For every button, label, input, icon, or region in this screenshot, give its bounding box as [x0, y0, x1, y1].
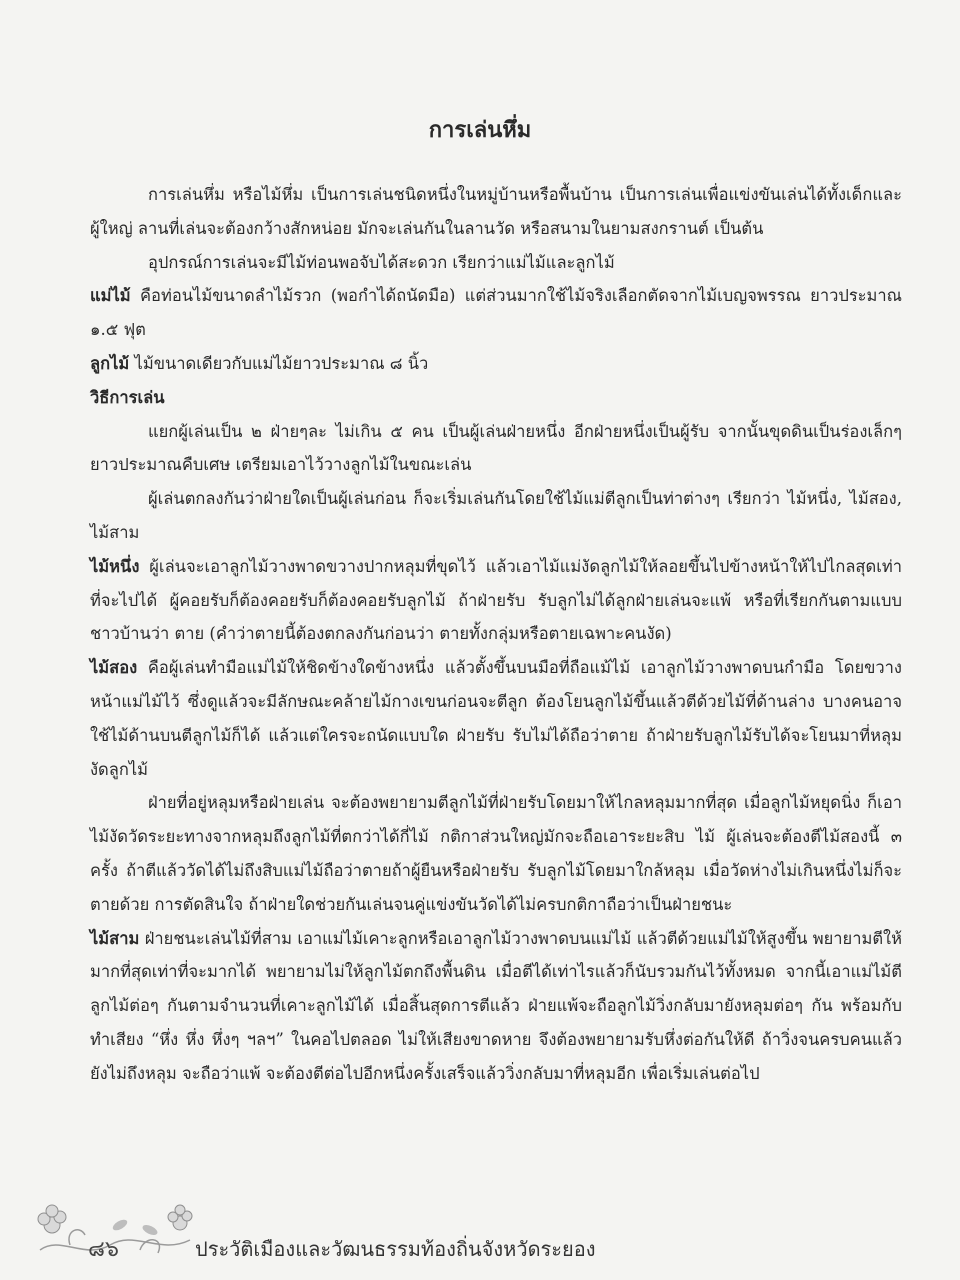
term-child-stick: ลูกไม้	[90, 353, 130, 373]
description-move-one: ผู้เล่นจะเอาลูกไม้วางพาดขวางปากหลุมที่ขุดไว้ แล้วเอาไม้แม่งัดลูกไม้ให้ลอยขึ้นไปข้างหน้าให้ไปไกลสุดเท่าที่จะไปได้ ผู้คอยรับก็ต้องคอยรับก็ต้องคอยรับลูกไม้ ถ้าฝ่ายรับ รับลูกไม่ได้ลูกฝ่ายเล่นจะแพ้ หรือที่เรียกกันตามแบบชาวบ้านว่า ตาย (คำว่าตายนี้ต้องตกลงกันก่อนว่า ตายทั้งกลุ่มหรือตายเฉพาะคนงัด)	[90, 556, 902, 644]
definition-child-stick: ไม้ขนาดเดียวกับแม่ไม้ยาวประมาณ ๘ นิ้ว	[129, 353, 429, 373]
paragraph-move-three	[90, 922, 902, 1091]
page-footer	[30, 1195, 930, 1275]
paragraph-moves: ผู้เล่นตกลงกันว่าฝ่ายใดเป็นผู้เล่นก่อน ก็จะเริ่มเล่นกันโดยใช้ไม้แม่ตีลูกเป็นท่าต่างๆ เรียกว่า ไม้หนึ่ง, ไม้สอง, ไม้สาม	[90, 489, 902, 542]
term-move-three: ไม้สาม	[90, 928, 140, 948]
paragraph-move-one	[90, 550, 902, 651]
term-move-one: ไม้หนึ่ง	[90, 556, 140, 576]
page-number: ๘๖	[88, 1237, 119, 1262]
paragraph-move-two	[90, 651, 902, 786]
paragraph-equipment: อุปกรณ์การเล่นจะมีไม้ท่อนพอจับได้สะดวก เรียกว่าแม่ไม้และลูกไม้	[148, 252, 615, 272]
term-move-two: ไม้สอง	[90, 658, 138, 678]
term-mother-stick: แม่ไม้	[90, 286, 131, 306]
heading-method: วิธีการเล่น	[90, 387, 165, 407]
page-title: การเล่นหึ่ม	[428, 117, 532, 143]
paragraph-mother-stick	[90, 279, 902, 347]
paragraph-child-stick	[90, 347, 902, 381]
paragraph-measuring: ฝ่ายที่อยู่หลุมหรือฝ่ายเล่น จะต้องพยายามตีลูกไม้ที่ฝ่ายรับโดยมาให้ไกลหลุมมากที่สุด เมื่อลูกไม้หยุดนิ่ง ก็เอาไม้งัดวัดระยะทางจากหลุมถึงลูกไม้ที่ตกว่าได้กี่ไม้ กติกาส่วนใหญ่มักจะถือเอาระยะสิบ ไม้ ผู้เล่นจะต้องตีไม้สองนี้ ๓ ครั้ง ถ้าตีแล้ววัดได้ไม่ถึงสิบแม่ไม้ถือว่าตายถ้าผู้ยืนหรือฝ่ายรับ รับลูกไม้โดยมาใกล้หลุม เมื่อวัดห่างไม่เกินหนึ่งไม่ก็จะตายด้วย การตัดสินใจ ถ้าฝ่ายใดช่วยกันเล่นจนคู่แข่งขันวัดได้ไม่ครบกติกาถือว่าเป็นฝ่ายชนะ	[90, 793, 902, 914]
book-title: ประวัติเมืองและวัฒนธรรมท้องถิ่นจังหวัดระยอง	[195, 1237, 596, 1261]
paragraph-intro: การเล่นหึ่ม หรือไม้หึ่ม เป็นการเล่นชนิดหนึ่งในหมู่บ้านหรือพื้นบ้าน เป็นการเล่นเพื่อแข่งขันเล่นได้ทั้งเด็กและผู้ใหญ่ ลานที่เล่นจะต้องกว้างสักหน่อย มักจะเล่นกันในลานวัด หรือสนามในยามสงกรานต์ เป็นต้น	[90, 185, 902, 238]
article-body	[90, 178, 902, 1091]
description-move-two: คือผู้เล่นทำมือแม่ไม้ให้ชิดข้างใดข้างหนึ่ง แล้วตั้งขึ้นบนมือที่ถือแม้ไม้ เอาลูกไม้วางพาดบนกำมือ โดยขวางหน้าแม่ไม้ไว้ ซึ่งดูแล้วจะมีลักษณะคล้ายไม้กางเขนก่อนจะตีลูก ต้องโยนลูกไม้ขึ้นแล้วตีด้วยไม้ที่ด้านล่าง บางคนอาจใช้ไม้ด้านบนตีลูกไม้ก็ได้ แล้วแต่ใครจะถนัดแบบใด ฝ่ายรับ รับไม่ได้ถือว่าตาย ถ้าฝ่ายรับลูกไม้รับได้จะโยนมาที่หลุมงัดลูกไม้	[90, 658, 902, 779]
definition-mother-stick: คือท่อนไม้ขนาดลำไม้รวก (พอกำได้ถนัดมือ) แต่ส่วนมากใช้ไม้จริงเลือกตัดจากไม้เบญจพรรณ ยาวประมาณ ๑.๕ ฟุต	[90, 286, 902, 340]
description-move-three: ฝ่ายชนะเล่นไม้ที่สาม เอาแม่ไม้เคาะลูกหรือเอาลูกไม้วางพาดบนแม่ไม้ แล้วตีด้วยแม่ไม้ให้สูงขึ้น พยายามตีให้มากที่สุดเท่าที่จะมากได้ พยายามไม่ให้ลูกไม้ตกถึงพื้นดิน เมื่อตีได้เท่าไรแล้วก็นับรวมกันไว้ทั้งหมด จากนี้เอาแม่ไม้ตีลูกไม้ต่อๆ กันตามจำนวนที่เคาะลูกไม้ได้ เมื่อสิ้นสุดการตีแล้ว ฝ่ายแพ้จะถือลูกไม้วิ่งกลับมายังหลุมต่อๆ กัน พร้อมกับทำเสียง “หึ่ง หึ่ง หึ่งๆ ฯลฯ” ในคอไปตลอด ไม่ให้เสียงขาดหาย จึงต้องพยายามรับหึ่งต่อกันให้ดี ถ้าวิ่งจนครบคนแล้วยังไม่ถึงหลุม จะถือว่าแพ้ จะต้องตีต่อไปอีกหนึ่งครั้งเสร็จแล้ววิ่งกลับมาที่หลุมอีก เพื่อเริ่มเล่นต่อไป	[90, 928, 902, 1083]
paragraph-teams: แยกผู้เล่นเป็น ๒ ฝ่ายๆละ ไม่เกิน ๕ คน เป็นผู้เล่นฝ่ายหนึ่ง อีกฝ่ายหนึ่งเป็นผู้รับ จากนั้นขุดดินเป็นร่องเล็กๆ ยาวประมาณคืบเศษ เตรียมเอาไว้วางลูกไม้ในขณะเล่น	[90, 421, 902, 475]
